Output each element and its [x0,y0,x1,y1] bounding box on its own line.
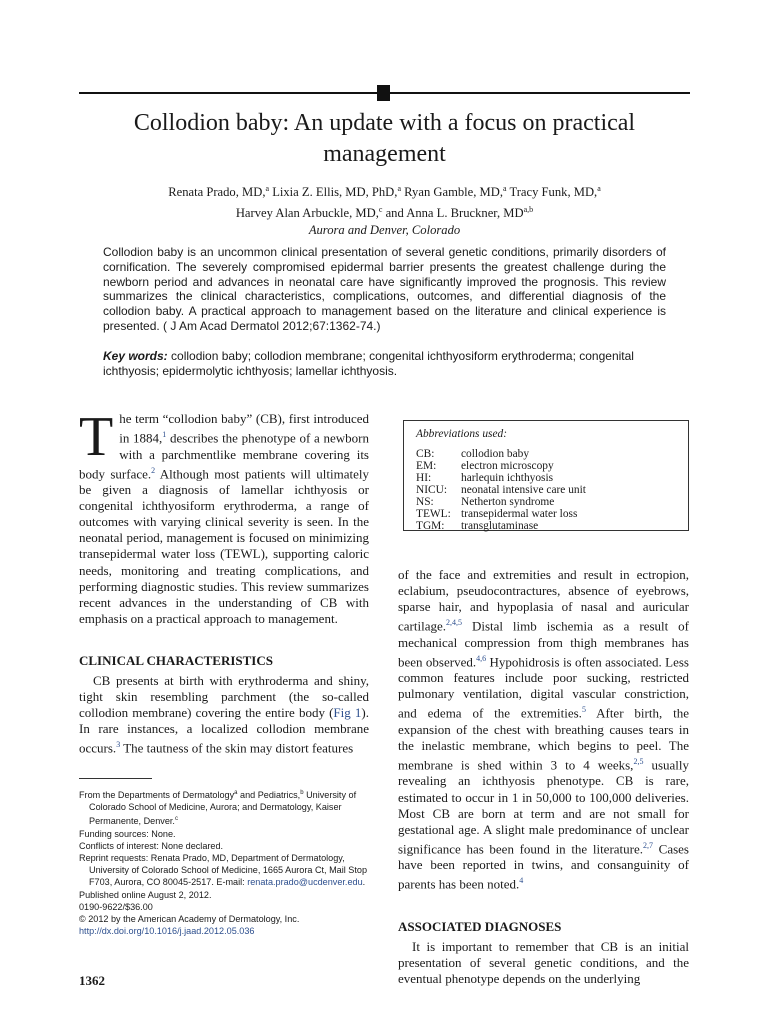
intro-paragraph [79,406,369,627]
intro-text: Although most patients will ultimately be given a diagnosis of lamellar ichthyosis or congenital ichthyosiform erythroderma, a range of outcomes with varying clinical severity is seen. In the neonatal period, management is focused on minimizing transepidermal water loss (TEWL), supporting caloric needs, monitoring and treating complications, and performing diagnostic studies. This review summarizes recent advances in the understanding of CB with emphasis on a practical approach to management. [79,465,369,626]
author-name: Lixia Z. Ellis, MD, PhD, [272,185,398,200]
reference-link[interactable]: 1 [162,430,167,440]
reference-link[interactable]: 4 [519,876,524,886]
top-rule-marker [377,85,390,101]
right-column [398,567,689,987]
clinical-continued-paragraph [398,567,689,893]
abbreviation-value: transepidermal water loss [461,508,578,520]
footnote-conflicts: Conflicts of interest: None declared. [79,840,224,851]
body-text: of the face and extremities and result in ectropion, eclabium, pseudocontractures, absence of eyebrows, sparse hair, and hypoplasia of nasal and auricular cartilage. [398,567,689,634]
abbreviation-key: HI: [416,472,432,484]
abbreviation-key: EM: [416,460,437,472]
author-line-1 [79,180,690,201]
footnote-text: From the Departments of Dermatology [79,790,235,801]
intro-text: he term “collodion baby” (CB), first introduced in 1884, [119,411,369,446]
abbreviation-key: NICU: [416,484,448,496]
abbreviation-value: harlequin ichthyosis [461,472,554,484]
abbreviation-row [416,496,676,508]
keywords-label: Key words: [103,349,168,363]
abbreviation-row [416,484,676,496]
footnote-text: Reprint requests: Renata Prado, MD, Department of Dermatology, University of Colorado School of Medicine, 1665 Aurora Ct, Mail Stop F703, Aurora, CO 80045-2517. E-mail: [79,853,368,888]
reference-link[interactable]: 4,6 [476,653,487,663]
body-text: Distal limb ischemia as a result of mechanical compression from thigh membranes has been observed. [398,618,689,670]
article-title: Collodion baby: An update with a focus on practical management [133,110,636,167]
abbreviation-value: electron microscopy [461,460,554,472]
author-affiliation-mark: c [378,205,383,215]
footnote-text: and Pediatrics, [237,790,301,801]
intro-text: describes the phenotype of a newborn with a parchmentlike membrane covering its body surface. [79,430,369,481]
reference-link[interactable]: 2,5 [633,757,644,767]
clinical-text: The tautness of the skin may distort features [120,740,354,756]
author-name: Renata Prado, MD, [168,185,266,200]
keywords-text: collodion baby; collodion membrane; congenital ichthyosiform erythroderma; congenital ichthyosis; epidermolytic ichthyosis; lamellar ichthyosis. [103,349,634,378]
reference-link[interactable]: 2,4,5 [446,618,462,628]
drop-cap: T [79,406,114,468]
abbreviation-row [416,448,676,460]
author-name: Harvey Alan Arbuckle, MD, [235,206,379,221]
footnote-published: Published online August 2, 2012. [79,889,212,900]
abbreviation-value: neonatal intensive care unit [461,484,586,496]
abbreviation-row [416,472,676,484]
author-location: Aurora and Denver, Colorado [308,223,461,238]
abbreviation-key: CB: [416,448,435,460]
email-link[interactable]: renata.prado@ucdenver.edu [247,877,363,888]
author-affiliation-mark: a [397,184,401,193]
abbreviation-value: collodion baby [461,448,530,460]
abbreviations-title: Abbreviations used: [416,428,508,440]
body-text: After birth, the expansion of the chest with breathing causes tears in the inelastic membrane, which begins to peel. The membrane is shed within 3 to 4 weeks, [398,705,689,773]
footnotes [79,787,371,938]
abbreviations-box [403,420,689,531]
abbreviation-key: TEWL: [416,508,451,520]
footnote-affiliations: From the Departments of Dermatology$^a$ and Pediatrics,$^b$ University of Colorado School of Medicine, Aurora; and Dermatology, Kaiser Permanente, Denver.$^c$ [79,790,357,827]
author-name: Tracy Funk, MD, [509,185,598,200]
abbreviation-row [416,508,676,520]
author-list [79,180,690,239]
clinical-text: CB presents at birth with erythroderma and shiny, tight skin resembling parchment (the so-called collodion membrane) covering the entire body ( [79,672,369,721]
reference-link[interactable]: 3 [116,740,121,750]
figure-link[interactable]: Fig 1 [333,705,362,721]
author-affiliation-mark: a,b [523,205,534,215]
abbreviation-value: Netherton syndrome [461,496,555,508]
footnote-reprint [79,852,371,889]
page-number: 1362 [79,973,105,988]
doi-link[interactable]: http://dx.doi.org/10.1016/j.jaad.2012.05.036 [79,926,255,937]
clinical-text: ). In rare instances, a localized collodion membrane occurs. [79,705,369,756]
reference-link[interactable]: 2 [151,465,156,475]
author-name: and Anna L. Bruckner, MD [385,206,524,221]
reference-link[interactable]: 2,7 [643,840,654,850]
clinical-paragraph [79,673,369,757]
abbreviation-key: NS: [416,496,434,508]
footnote-text: University of Colorado School of Medicine, Aurora; and Dermatology, Kaiser Permanente, Denver. [89,790,357,827]
footnote-text: . [362,877,366,888]
author-name: Ryan Gamble, MD, [404,185,503,200]
abstract: Collodion baby is an uncommon clinical presentation of several genetic conditions, primarily disorders of cornification. The severely compromised epidermal barrier presents the greatest challenge during the newborn period and advances in neonatal care have significantly improved the prognosis. This review summarizes the clinical characteristics, complications, outcomes, and differential diagnosis of the collodion baby. A practical approach to management based on the literature and clinical experience is presented. ( J Am Acad Dermatol 2012;67:1362-74.) [103,245,666,333]
body-text: usually revealing an ichthyosis phenotype. CB is rare, estimated to occur in 1 in 50,000 to 100,000 deliveries. Most CB are born at term and are not small for gestational age. A slight male predominance of unclear significance has been found in the literature. [398,757,689,857]
body-text: Hypohidrosis is often associated. Less common features include poor sucking, restricted pulmonary ventilation, digital vascular constriction, and edema of the extremities. [398,654,689,721]
footnote-issn: 0190-9622/$36.00 [79,901,153,912]
left-column [79,406,369,757]
abbreviation-row [416,460,676,472]
abbreviation-key: TGM: [416,520,445,532]
keywords [103,349,666,379]
abbreviation-row [416,520,676,532]
abbreviation-value: transglutaminase [461,520,539,532]
body-text: Cases have been reported in twins, and consanguinity of parents has been noted. [398,841,689,892]
section-heading-associated: ASSOCIATED DIAGNOSES [398,918,562,934]
reference-link[interactable]: 5 [581,705,586,715]
footnote-rule [79,778,152,779]
author-line-2 [79,201,690,222]
associated-paragraph: It is important to remember that CB is an initial presentation of several genetic conditions, and the eventual phenotype depends on the underlying [398,938,689,987]
footnote-funding: Funding sources: None. [79,828,176,839]
section-heading-clinical: CLINICAL CHARACTERISTICS [79,652,273,668]
author-affiliation-mark: a [265,184,270,193]
author-affiliation-mark: a [503,184,507,193]
author-affiliation-mark: a [597,184,601,193]
footnote-copyright: © 2012 by the American Academy of Dermatology, Inc. [79,914,300,925]
